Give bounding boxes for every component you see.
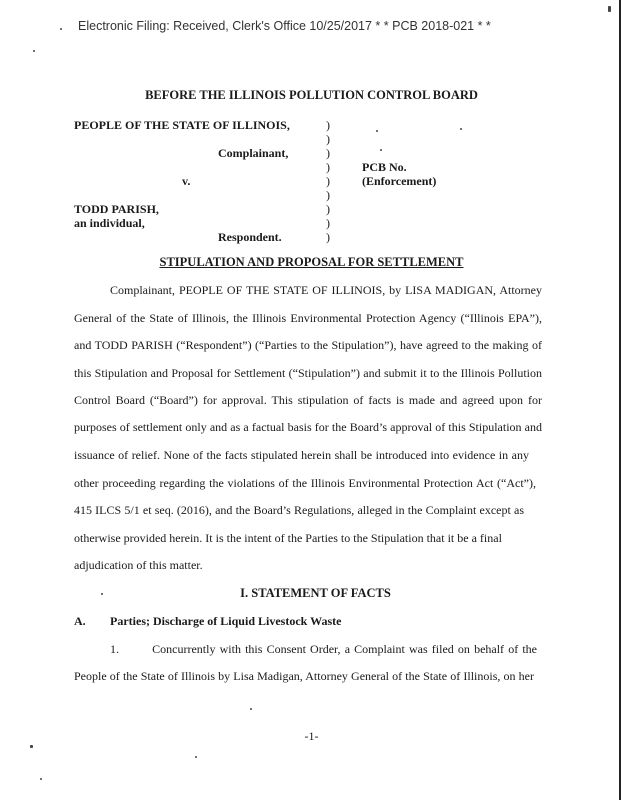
filing-stamp-header: Electronic Filing: Received, Clerk's Office 10/25/2017 * * PCB 2018-021 * * (78, 19, 491, 33)
respondent-description: an individual, (74, 216, 145, 230)
case-caption (0, 0, 623, 260)
intro-line: other proceeding regarding the violations of the Illinois Environmental Protection Act (“Act”), (74, 476, 536, 490)
caption-paren: ) (326, 188, 330, 202)
complainant-party: PEOPLE OF THE STATE OF ILLINOIS, (74, 118, 290, 132)
intro-line: General of the State of Illinois, the Illinois Environmental Protection Agency (“Illinois EPA”), (74, 311, 542, 325)
respondent-party: TODD PARISH, (74, 202, 159, 216)
para1-line: 1. Concurrently with this Consent Order, a Complaint was filed on behalf of the (110, 642, 537, 656)
caption-paren: ) (326, 160, 330, 174)
subheading (74, 614, 341, 629)
scan-speck (250, 708, 252, 710)
complainant-role: Complainant, (218, 146, 289, 160)
board-title: BEFORE THE ILLINOIS POLLUTION CONTROL BOARD (145, 88, 478, 102)
document-title: STIPULATION AND PROPOSAL FOR SETTLEMENT (159, 255, 464, 269)
page-number: -1- (304, 729, 319, 743)
para1-line: People of the State of Illinois by Lisa Madigan, Attorney General of the State of Illinois, on her (74, 669, 534, 683)
caption-paren: ) (326, 132, 330, 146)
respondent-role: Respondent. (218, 230, 282, 244)
case-number-label: PCB No. (362, 160, 407, 174)
caption-paren: ) (326, 216, 330, 230)
scan-speck (30, 745, 33, 748)
caption-paren: ) (326, 146, 330, 160)
intro-line: otherwise provided herein. It is the intent of the Parties to the Stipulation that it be a final (74, 531, 502, 545)
scan-speck (195, 756, 197, 758)
section-heading: I. STATEMENT OF FACTS (240, 586, 391, 600)
subheading-label: A. (74, 614, 86, 628)
intro-line: and TODD PARISH (“Respondent”) (“Parties to the Stipulation”), have agreed to the making of (74, 338, 542, 352)
versus-label: v. (182, 174, 191, 188)
scan-speck (40, 778, 42, 780)
intro-line: purposes of settlement only and as a factual basis for the Board’s approval of this Stipulation and (74, 420, 542, 434)
caption-paren: ) (326, 174, 330, 188)
intro-line: this Stipulation and Proposal for Settlement (“Stipulation”) and submit it to the Illinois Pollution (74, 366, 542, 380)
intro-line: Complainant, PEOPLE OF THE STATE OF ILLINOIS, by LISA MADIGAN, Attorney (110, 283, 542, 297)
intro-line: adjudication of this matter. (74, 558, 203, 572)
case-type: (Enforcement) (362, 174, 437, 188)
caption-paren: ) (326, 202, 330, 216)
caption-paren: ) (326, 118, 330, 132)
intro-line: issuance of relief. None of the facts stipulated herein shall be introduced into evidence in any (74, 448, 529, 462)
intro-line: Control Board (“Board”) for approval. This stipulation of facts is made and agreed upon for (74, 393, 542, 407)
caption-paren: ) (326, 230, 330, 244)
subheading-text: Parties; Discharge of Liquid Livestock Waste (110, 614, 342, 628)
intro-line: 415 ILCS 5/1 et seq. (2016), and the Board’s Regulations, alleged in the Complaint except as (74, 503, 524, 517)
caption-paren-column (326, 118, 330, 244)
